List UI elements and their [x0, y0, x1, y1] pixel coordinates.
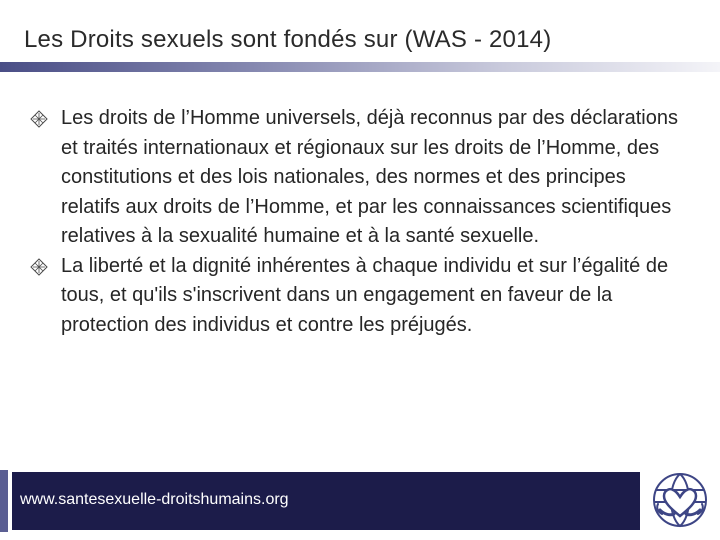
diamond-globe-bullet-icon: [30, 110, 48, 128]
slide-title: Les Droits sexuels sont fondés sur (WAS - 2014): [24, 26, 552, 53]
footer-accent: [0, 470, 8, 532]
globe-heart-hands-logo-icon: [642, 470, 718, 532]
bullet-item: [30, 104, 680, 252]
diamond-globe-bullet-icon: [30, 258, 48, 276]
bullet-text: La liberté et la dignité inhérentes à chaque individu et sur l’égalité de tous, et qu'ils s'inscrivent dans un engagement en faveur de la protection des individus et contre les préjugés.: [61, 254, 669, 336]
footer-bar: [12, 472, 640, 530]
footer-url[interactable]: www.santesexuelle-droitshumains.org: [20, 491, 289, 508]
bullet-item: [30, 252, 680, 341]
footer: [0, 470, 720, 532]
bullet-list: [30, 104, 680, 340]
bullet-text: Les droits de l’Homme universels, déjà reconnus par des déclarations et traités internationaux et régionaux sur les droits de l’Homme, des constitutions et des lois nationales, des normes et des principes relatifs aux droits de l’Homme, et par les connaissances scientifiques relatives à la sexualité humaine et à la santé sexuelle.: [61, 107, 678, 247]
title-divider: [0, 62, 720, 72]
